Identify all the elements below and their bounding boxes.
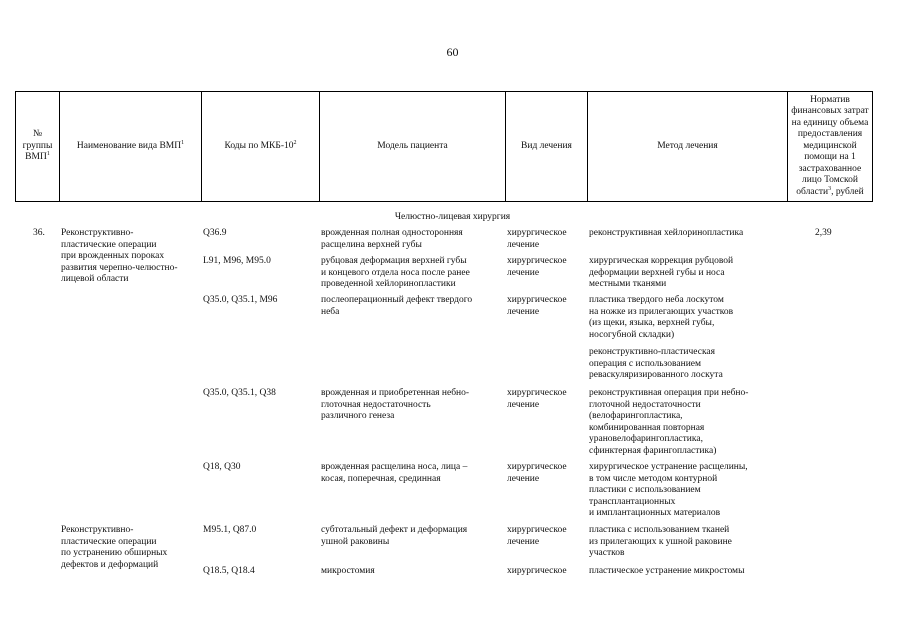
row3-treatment: хирургическое лечение: [507, 295, 567, 317]
row7-codes: Q18.5, Q18.4: [203, 566, 255, 576]
row3-codes: Q35.0, Q35.1, M96: [203, 295, 278, 305]
row6-method: пластика с использованием тканей из прилегающих к ушной раковине участков: [589, 525, 732, 558]
section-title: Челюстно-лицевая хирургия: [394, 212, 511, 222]
cost-norm-value: 2,39: [815, 228, 832, 238]
header-patient-model: Модель пациента: [320, 92, 506, 202]
header-treatment-method: Метод лечения: [588, 92, 788, 202]
table-header: [15, 91, 873, 202]
row7-model: микростомия: [321, 566, 375, 576]
row2-method: хирургическая коррекция рубцовой деформации верхней губы и носа местными тканями: [589, 256, 734, 289]
row5-codes: Q18, Q30: [203, 462, 241, 472]
header-icd-codes: Коды по МКБ-$10^2$: [202, 92, 320, 202]
row3-method: пластика твердого неба лоскутом на ножке из прилегающих участков (из щеки, языка, верхней губы, носогубной складки): [589, 295, 734, 340]
row1-model: врожденная полная односторонняя расщелина верхней губы: [321, 228, 463, 250]
row3b-method: реконструктивно-пластическая операция с использованием реваскуляризированного лоскута: [589, 347, 723, 380]
row2-model: рубцовая деформация верхней губы и концевого отдела носа после ранее проведенной хейлоринопластики: [321, 256, 470, 289]
header-treatment-type: Вид лечения: [506, 92, 588, 202]
row4-model: врожденная и приобретенная небно- глоточная недостаточность различного генеза: [321, 388, 470, 421]
row2-treatment: хирургическое лечение: [507, 256, 567, 278]
header-cost-norm: Норматив финансовых затрат на единицу объема предоставления медицинской помощи на 1 застрахованное лицо Томской области$^3$, рублей: [788, 92, 873, 202]
row7-method: пластическое устранение микростомы: [589, 566, 745, 576]
row6-codes: M95.1, Q87.0: [203, 525, 257, 535]
row4-codes: Q35.0, Q35.1, Q38: [203, 388, 276, 398]
row7-treatment: хирургическое: [507, 566, 567, 576]
row6-treatment: хирургическое лечение: [507, 525, 567, 547]
group-number: 36.: [33, 228, 45, 238]
row5-model: врожденная расщелина носа, лица – косая, поперечная, срединная: [321, 462, 468, 484]
row6-model: субтотальный дефект и деформация ушной раковины: [321, 525, 468, 547]
page-number: 60: [446, 45, 459, 59]
header-group-number: № группы ВМП$^1$: [16, 92, 60, 202]
row2-codes: L91, M96, M95.0: [203, 256, 271, 266]
row3-model: послеоперационный дефект твердого неба: [321, 295, 473, 317]
row1-treatment: хирургическое лечение: [507, 228, 567, 250]
header-vmp-name: Наименование вида ВМП$^1$: [60, 92, 202, 202]
row5-treatment: хирургическое лечение: [507, 462, 567, 484]
group-name-1: Реконструктивно- пластические операции при врожденных пороках развития черепно-челюстно- лицевой области: [61, 228, 178, 284]
row1-codes: Q36.9: [203, 228, 227, 238]
row4-treatment: хирургическое лечение: [507, 388, 567, 410]
group-name-2: Реконструктивно- пластические операции по устранению обширных дефектов и деформаций: [61, 525, 168, 570]
row1-method: реконструктивная хейлоринопластика: [589, 228, 744, 238]
row5-method: хирургическое устранение расщелины, в том числе методом контурной пластики с использованием трансплантационных и имплантационных материалов: [589, 462, 748, 518]
row4-method: реконструктивная операция при небно- глоточной недостаточности (велофарингопластика, комбинированная повторная урановелофарингопластика, сфинктерная фарингопластика): [589, 388, 749, 456]
